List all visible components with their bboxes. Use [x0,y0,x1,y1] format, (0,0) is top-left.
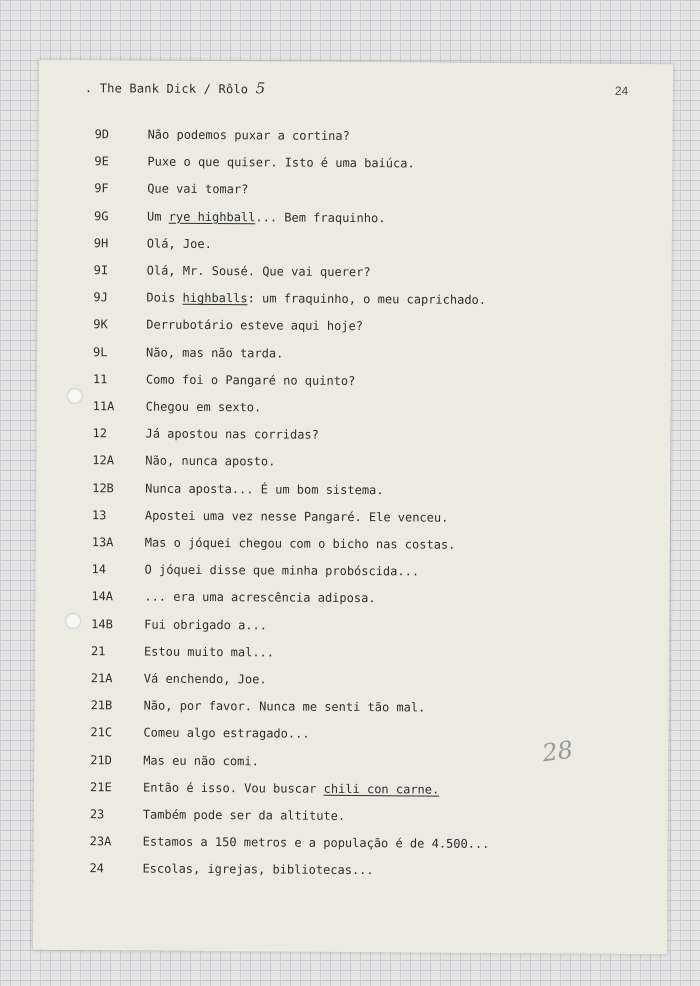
line-text [144,641,274,662]
text-segment: Fui obrigado a... [144,617,268,632]
text-segment: Olá, Joe. [146,236,212,251]
text-segment: Nunca aposta... É um bom sistema. [145,481,384,497]
line-number: 9F [94,181,109,196]
line-text [147,179,248,200]
text-segment: : um fraquinho, o meu caprichado. [247,291,487,308]
line-text [143,832,490,854]
dialogue-line [35,668,669,692]
text-segment: Vá enchendo, Joe. [143,671,267,687]
line-number: 13A [91,535,114,550]
line-number: 14 [91,562,107,577]
text-segment: Não, por favor. Nunca me senti tão mal. [143,698,426,715]
dialogue-line [38,178,672,202]
text-segment: Não, nunca aposto. [145,453,276,469]
line-text [146,315,363,337]
page-header [85,78,266,97]
dialogue-line [35,586,669,610]
line-text [145,478,384,500]
text-segment: Então é isso. Vou buscar [142,780,324,796]
line-text [145,505,449,527]
dialogue-line [38,260,672,284]
text-segment: Olá, Mr. Sousé. Que vai querer? [146,263,371,280]
dialogue-line [36,505,670,529]
text-segment: Mas o jóquei chegou com o bicho nas costas. [144,535,456,552]
line-number: 11A [92,399,115,414]
line-text [143,777,439,799]
text-segment: Escolas, igrejas, bibliotecas... [142,861,374,878]
line-text [147,152,414,174]
text-segment: Apostei uma vez nesse Pangaré. Ele venceu. [144,508,449,525]
line-number: 14A [91,589,114,604]
line-number: 9I [93,263,109,278]
dialogue-line [37,287,671,311]
line-text [144,560,419,582]
line-text [147,261,371,283]
text-segment: Que vai tomar? [147,181,249,197]
line-text [146,342,283,363]
line-text [146,288,486,310]
line-text [144,614,267,635]
dialogue-line [35,613,669,637]
line-number: 21B [90,698,113,713]
line-number: 12A [92,453,115,468]
line-number: 23 [89,807,105,822]
page-number: 24 [614,83,629,98]
reel-number: 5 [255,79,266,98]
line-text [147,233,212,253]
dialogue-line [37,314,671,338]
page-title: . The Bank Dick / Rôlo [84,81,249,97]
script-page [33,60,673,954]
dialogue-line [36,532,670,556]
text-segment: Mas eu não comi. [143,753,259,768]
text-segment: ... era uma acrescência adiposa. [144,589,376,606]
text-segment: Estamos a 150 metros e a população é de 4.500... [142,834,490,852]
line-number: 24 [89,861,104,876]
dialogue-line [34,777,668,801]
line-number: 21A [90,671,113,686]
text-segment: Comeu algo estragado... [143,725,310,742]
dialogue-line [33,858,667,882]
line-number: 9H [93,235,109,251]
line-number: 9L [93,344,108,359]
line-number: 13 [91,507,107,523]
line-number: 9J [93,290,108,305]
text-segment: O jóquei disse que minha probóscida... [144,562,420,579]
line-number: 21E [89,779,112,795]
dialogue-line [38,205,672,229]
dialogue-line [39,124,673,148]
line-number: 14B [91,616,113,631]
line-number: 21C [90,725,113,740]
line-text [146,369,356,390]
line-text [146,397,262,418]
line-text [145,424,319,445]
line-number: 11 [92,371,108,387]
text-segment: Dois [146,290,183,305]
text-segment: Como foi o Pangaré no quinto? [145,372,356,388]
text-segment: ... Bem fraquinho. [255,209,386,225]
line-text [143,750,259,771]
line-number: 9G [93,208,109,223]
line-number: 9D [94,127,110,142]
text-segment: Não podemos puxar a cortina? [147,127,350,143]
dialogue-line [36,423,670,447]
dialogue-line [37,369,671,393]
text-segment: Puxe o que quiser. Isto é uma baiúca. [147,154,415,171]
line-text [144,669,267,690]
line-text [143,723,309,744]
line-text [148,125,350,146]
dialogue-line [36,477,670,501]
text-segment: Estou muito mal... [143,644,275,660]
line-number: 9E [94,154,109,169]
text-segment: Derrubotário esteve aqui hoje? [146,317,364,334]
dialogue-line [36,450,670,474]
line-text [144,587,375,609]
line-number: 21 [90,643,106,659]
underlined-text: highballs [182,290,248,306]
line-number: 21D [90,752,112,767]
text-segment: Não, mas não tarda. [146,345,284,361]
line-text [145,451,275,472]
dialogue-line [37,396,671,420]
underlined-text: chili con carne. [323,781,440,797]
text-segment: Um [146,209,169,224]
line-number: 12 [92,426,108,441]
dialogue-line [34,831,668,855]
line-text [144,696,426,718]
text-segment: Chegou em sexto. [145,399,262,415]
dialogue-line [38,233,672,257]
underlined-text: rye highball [168,209,256,224]
line-number: 12B [92,480,114,495]
dialogue-line [34,722,668,746]
dialogue-line [35,641,669,665]
text-segment: Já apostou nas corridas? [145,426,319,442]
line-text [147,206,386,228]
text-segment: Também pode ser da altitute. [142,807,346,823]
line-number: 23A [89,834,112,849]
dialogue-line [38,151,672,175]
line-text [145,533,456,555]
line-text [142,859,373,881]
dialogue-line [35,695,669,719]
line-text [143,805,345,826]
dialogue-line [37,341,671,365]
line-number: 9K [93,317,108,332]
dialogue-line [35,559,669,583]
dialogue-line [34,804,668,828]
handwritten-margin-note: 28 [540,735,575,768]
